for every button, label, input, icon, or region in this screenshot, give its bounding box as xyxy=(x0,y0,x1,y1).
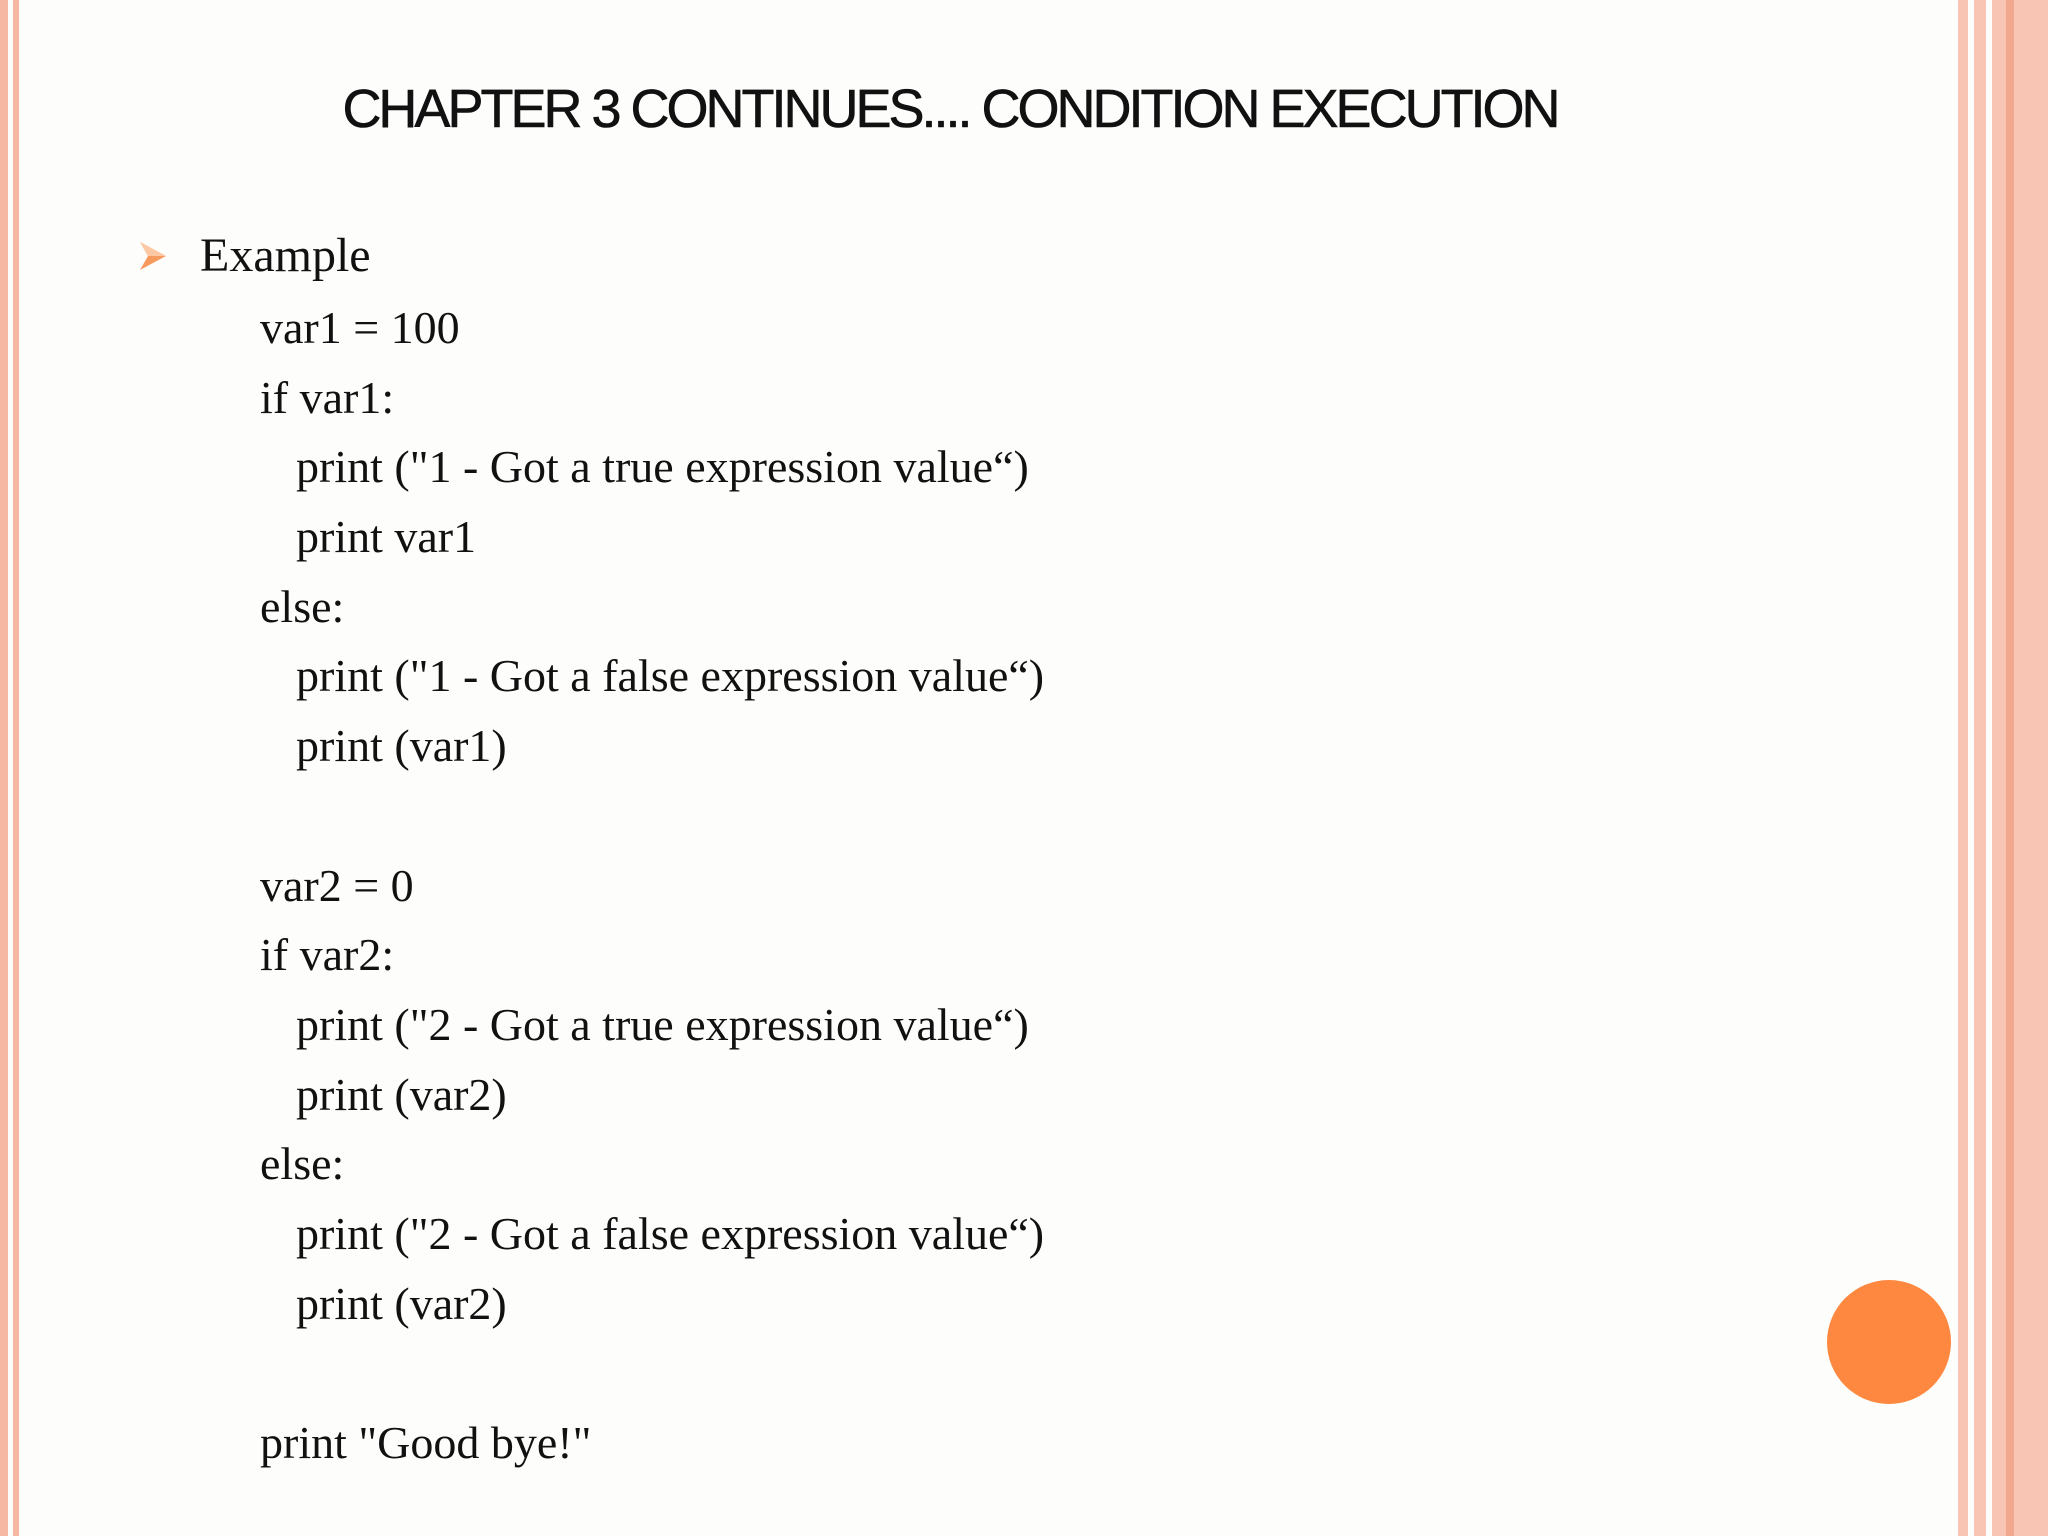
code-line-blank xyxy=(260,781,1044,851)
right-border-stripe xyxy=(2006,0,2014,1536)
bullet-text: Example xyxy=(200,229,371,282)
code-line: print ("1 - Got a false expression value“) xyxy=(296,650,1045,702)
code-line: print "Good bye!" xyxy=(260,1417,592,1468)
code-line: else: xyxy=(260,1138,345,1190)
code-line: print ("2 - Got a true expression value“) xyxy=(296,998,1029,1050)
code-line: print ("2 - Got a false expression value“) xyxy=(296,1207,1045,1259)
code-line: var1 = 100 xyxy=(260,302,460,353)
code-line: if var1: xyxy=(260,371,395,423)
right-border-stripe xyxy=(1958,0,1968,1536)
code-block xyxy=(260,293,1044,1478)
right-border-stripe xyxy=(1974,0,1986,1536)
code-line: print ("1 - Got a true expression value“) xyxy=(296,441,1029,493)
slide-title: CHAPTER 3 CONTINUES.... CONDITION EXECUTION xyxy=(342,79,1558,139)
left-border-stripe xyxy=(13,0,19,1536)
right-border-band xyxy=(1992,0,2048,1536)
code-line-blank xyxy=(260,1338,1044,1408)
left-border-stripe xyxy=(0,0,8,1536)
code-line: print (var1) xyxy=(296,720,507,772)
code-line: else: xyxy=(260,580,345,632)
code-line: print (var2) xyxy=(296,1277,507,1329)
code-line: print (var2) xyxy=(296,1068,507,1120)
code-line: var2 = 0 xyxy=(260,859,414,911)
decorative-circle xyxy=(1827,1280,1951,1404)
arrow-bullet-icon xyxy=(138,236,170,276)
code-line: if var2: xyxy=(260,929,395,981)
bullet-item xyxy=(138,228,371,283)
code-line: print var1 xyxy=(296,511,477,563)
